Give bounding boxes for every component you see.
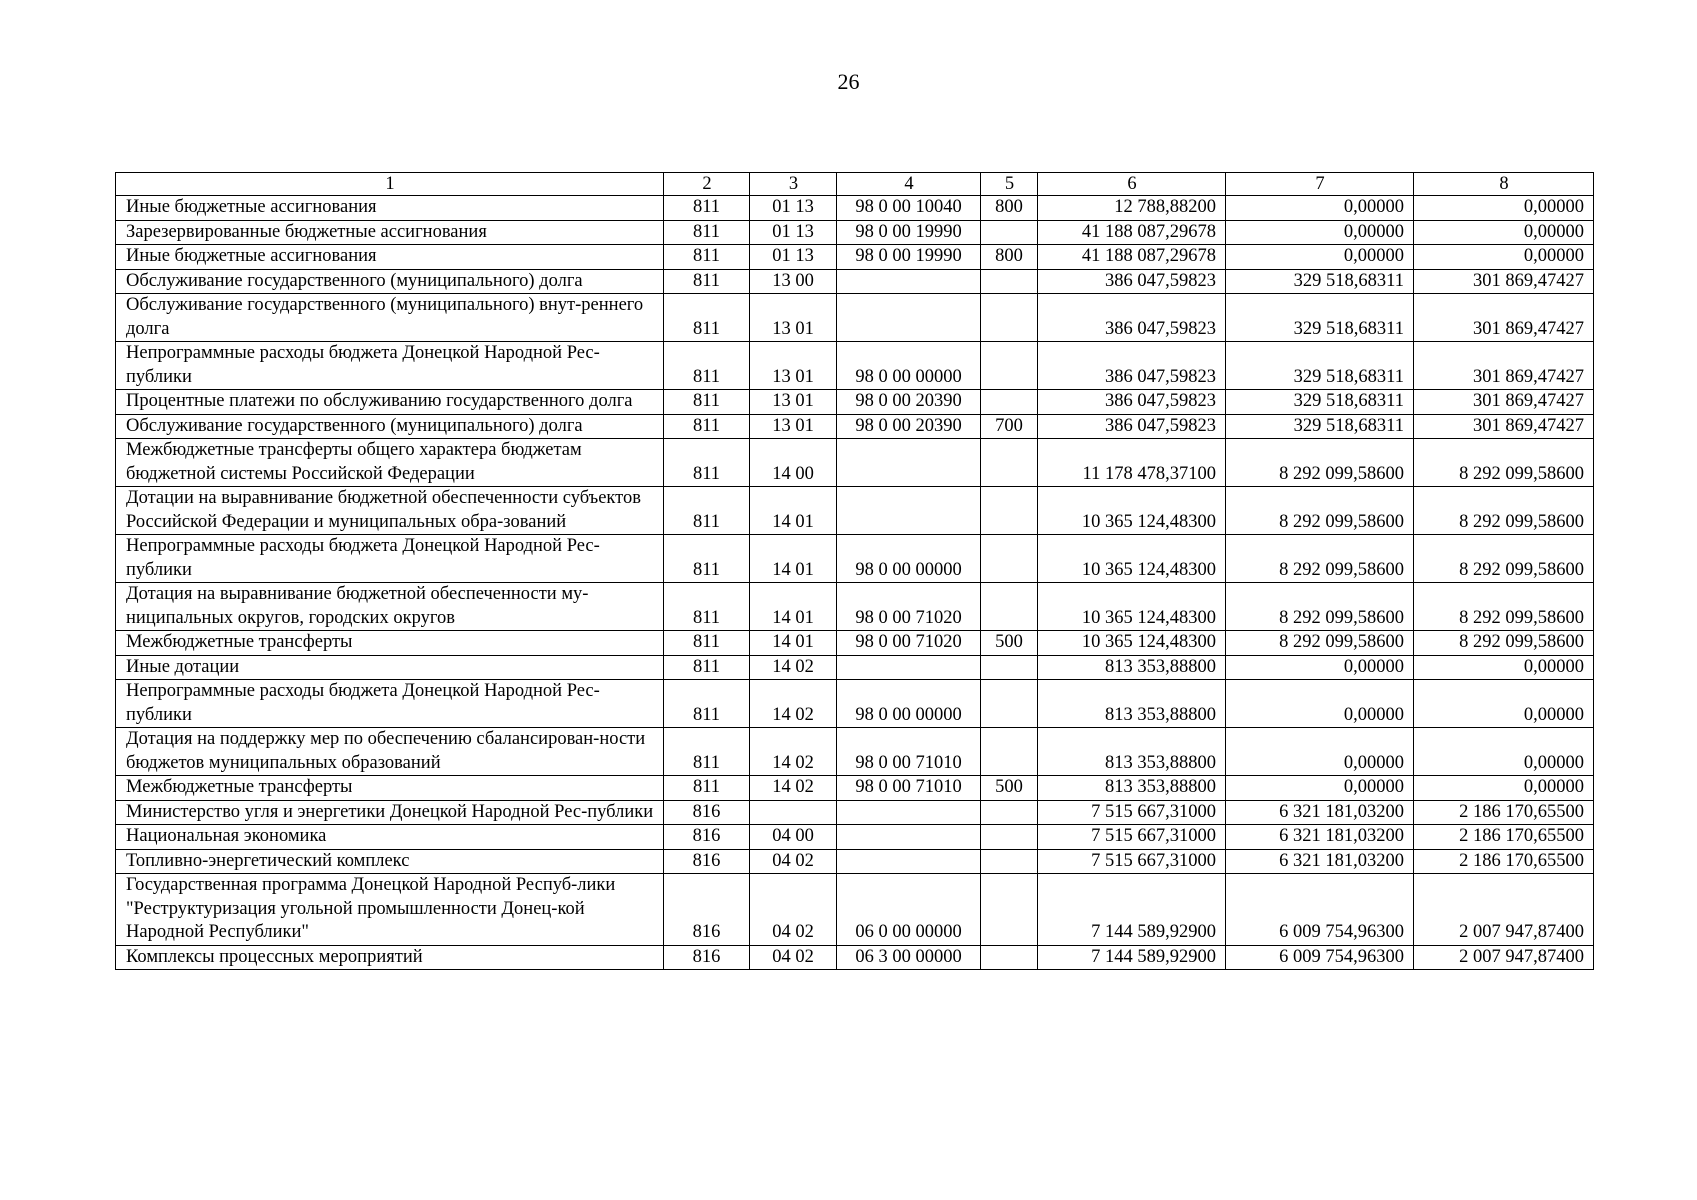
cell-amount-col6: 7 515 667,31000 [1038, 800, 1226, 825]
cell-admin-code: 816 [664, 874, 750, 946]
cell-amount-col6: 7 515 667,31000 [1038, 825, 1226, 850]
cell-admin-code: 811 [664, 342, 750, 390]
cell-expense-type [981, 439, 1038, 487]
cell-target-article: 98 0 00 00000 [837, 535, 981, 583]
cell-amount-col6: 7 515 667,31000 [1038, 849, 1226, 874]
table-row [116, 680, 1594, 728]
cell-amount-col8: 2 007 947,87400 [1414, 945, 1594, 970]
cell-expense-type [981, 535, 1038, 583]
cell-amount-col8: 8 292 099,58600 [1414, 583, 1594, 631]
table-row [116, 874, 1594, 946]
cell-amount-col7: 329 518,68311 [1226, 294, 1414, 342]
cell-amount-col8: 301 869,47427 [1414, 390, 1594, 415]
cell-name: Непрограммные расходы бюджета Донецкой Народной Рес-публики [116, 535, 664, 583]
cell-expense-type [981, 945, 1038, 970]
cell-target-article: 98 0 00 71020 [837, 631, 981, 656]
cell-amount-col6: 386 047,59823 [1038, 390, 1226, 415]
cell-admin-code: 811 [664, 680, 750, 728]
cell-amount-col7: 8 292 099,58600 [1226, 631, 1414, 656]
cell-section: 13 01 [750, 294, 837, 342]
cell-amount-col8: 301 869,47427 [1414, 269, 1594, 294]
cell-name: Процентные платежи по обслуживанию государственного долга [116, 390, 664, 415]
cell-expense-type: 700 [981, 414, 1038, 439]
cell-expense-type [981, 269, 1038, 294]
cell-amount-col8: 8 292 099,58600 [1414, 535, 1594, 583]
cell-amount-col7: 329 518,68311 [1226, 269, 1414, 294]
table-row [116, 583, 1594, 631]
cell-amount-col8: 8 292 099,58600 [1414, 631, 1594, 656]
cell-amount-col8: 8 292 099,58600 [1414, 487, 1594, 535]
cell-admin-code: 811 [664, 776, 750, 801]
cell-amount-col6: 386 047,59823 [1038, 342, 1226, 390]
table-row [116, 439, 1594, 487]
cell-amount-col7: 329 518,68311 [1226, 414, 1414, 439]
cell-expense-type [981, 800, 1038, 825]
cell-amount-col6: 813 353,88800 [1038, 776, 1226, 801]
cell-section: 14 00 [750, 439, 837, 487]
cell-name: Топливно-энергетический комплекс [116, 849, 664, 874]
table-body [116, 196, 1594, 970]
cell-section: 14 02 [750, 655, 837, 680]
cell-target-article: 98 0 00 00000 [837, 680, 981, 728]
cell-expense-type [981, 874, 1038, 946]
table-row [116, 535, 1594, 583]
cell-admin-code: 811 [664, 196, 750, 221]
cell-amount-col8: 0,00000 [1414, 196, 1594, 221]
cell-admin-code: 811 [664, 414, 750, 439]
cell-amount-col6: 813 353,88800 [1038, 655, 1226, 680]
cell-admin-code: 811 [664, 487, 750, 535]
cell-section: 04 02 [750, 945, 837, 970]
column-header: 6 [1038, 173, 1226, 196]
table-row [116, 945, 1594, 970]
column-header: 7 [1226, 173, 1414, 196]
cell-amount-col8: 0,00000 [1414, 728, 1594, 776]
cell-amount-col7: 0,00000 [1226, 245, 1414, 270]
cell-section: 04 02 [750, 874, 837, 946]
cell-admin-code: 811 [664, 294, 750, 342]
cell-name: Непрограммные расходы бюджета Донецкой Народной Рес-публики [116, 680, 664, 728]
cell-name: Государственная программа Донецкой Народной Респуб-лики "Реструктуризация угольной промышленности Донец-кой Народной Республики" [116, 874, 664, 946]
column-header: 4 [837, 173, 981, 196]
cell-section: 14 01 [750, 487, 837, 535]
table-row [116, 776, 1594, 801]
cell-name: Межбюджетные трансферты [116, 631, 664, 656]
table-row [116, 414, 1594, 439]
cell-amount-col6: 41 188 087,29678 [1038, 245, 1226, 270]
cell-amount-col6: 10 365 124,48300 [1038, 535, 1226, 583]
cell-target-article [837, 655, 981, 680]
cell-section: 13 01 [750, 414, 837, 439]
cell-target-article: 98 0 00 00000 [837, 342, 981, 390]
cell-admin-code: 811 [664, 439, 750, 487]
cell-expense-type: 800 [981, 196, 1038, 221]
cell-amount-col6: 386 047,59823 [1038, 269, 1226, 294]
cell-section: 14 01 [750, 583, 837, 631]
cell-name: Министерство угля и энергетики Донецкой Народной Рес-публики [116, 800, 664, 825]
table-row [116, 220, 1594, 245]
cell-admin-code: 816 [664, 945, 750, 970]
cell-target-article: 98 0 00 19990 [837, 220, 981, 245]
cell-target-article [837, 825, 981, 850]
cell-amount-col7: 6 321 181,03200 [1226, 825, 1414, 850]
cell-target-article: 06 0 00 00000 [837, 874, 981, 946]
table-row [116, 342, 1594, 390]
cell-name: Комплексы процессных мероприятий [116, 945, 664, 970]
cell-target-article: 98 0 00 71010 [837, 776, 981, 801]
cell-amount-col6: 813 353,88800 [1038, 728, 1226, 776]
cell-amount-col7: 6 321 181,03200 [1226, 849, 1414, 874]
cell-name: Зарезервированные бюджетные ассигнования [116, 220, 664, 245]
cell-admin-code: 811 [664, 220, 750, 245]
cell-name: Непрограммные расходы бюджета Донецкой Народной Рес-публики [116, 342, 664, 390]
cell-target-article [837, 849, 981, 874]
cell-amount-col7: 0,00000 [1226, 655, 1414, 680]
cell-section: 01 13 [750, 196, 837, 221]
cell-target-article: 98 0 00 20390 [837, 414, 981, 439]
cell-amount-col8: 0,00000 [1414, 220, 1594, 245]
cell-amount-col7: 329 518,68311 [1226, 342, 1414, 390]
cell-expense-type [981, 342, 1038, 390]
table-row [116, 487, 1594, 535]
cell-admin-code: 816 [664, 800, 750, 825]
cell-expense-type: 800 [981, 245, 1038, 270]
column-header: 8 [1414, 173, 1594, 196]
cell-name: Дотация на выравнивание бюджетной обеспеченности му-ниципальных округов, городских округов [116, 583, 664, 631]
cell-admin-code: 816 [664, 825, 750, 850]
table-row [116, 849, 1594, 874]
table-row [116, 825, 1594, 850]
column-header: 3 [750, 173, 837, 196]
cell-section: 14 02 [750, 776, 837, 801]
cell-section [750, 800, 837, 825]
cell-amount-col7: 6 009 754,96300 [1226, 945, 1414, 970]
cell-section: 04 00 [750, 825, 837, 850]
cell-target-article: 06 3 00 00000 [837, 945, 981, 970]
cell-admin-code: 811 [664, 390, 750, 415]
cell-amount-col6: 41 188 087,29678 [1038, 220, 1226, 245]
column-header: 2 [664, 173, 750, 196]
cell-name: Межбюджетные трансферты [116, 776, 664, 801]
cell-admin-code: 816 [664, 849, 750, 874]
cell-section: 01 13 [750, 245, 837, 270]
cell-name: Иные бюджетные ассигнования [116, 196, 664, 221]
table-row [116, 390, 1594, 415]
table-header-row [116, 173, 1594, 196]
cell-amount-col8: 8 292 099,58600 [1414, 439, 1594, 487]
cell-admin-code: 811 [664, 245, 750, 270]
table-row [116, 245, 1594, 270]
cell-section: 14 02 [750, 680, 837, 728]
cell-amount-col8: 301 869,47427 [1414, 342, 1594, 390]
cell-amount-col7: 329 518,68311 [1226, 390, 1414, 415]
cell-amount-col7: 0,00000 [1226, 196, 1414, 221]
cell-target-article [837, 439, 981, 487]
cell-amount-col7: 6 321 181,03200 [1226, 800, 1414, 825]
cell-target-article [837, 487, 981, 535]
cell-expense-type [981, 728, 1038, 776]
cell-section: 14 02 [750, 728, 837, 776]
table-row [116, 728, 1594, 776]
cell-amount-col6: 7 144 589,92900 [1038, 874, 1226, 946]
cell-expense-type [981, 655, 1038, 680]
cell-amount-col7: 0,00000 [1226, 220, 1414, 245]
cell-admin-code: 811 [664, 583, 750, 631]
column-header: 1 [116, 173, 664, 196]
cell-target-article [837, 800, 981, 825]
table-row [116, 269, 1594, 294]
cell-amount-col8: 2 186 170,65500 [1414, 849, 1594, 874]
cell-amount-col7: 8 292 099,58600 [1226, 535, 1414, 583]
cell-amount-col6: 7 144 589,92900 [1038, 945, 1226, 970]
cell-amount-col6: 12 788,88200 [1038, 196, 1226, 221]
column-header: 5 [981, 173, 1038, 196]
cell-amount-col8: 2 007 947,87400 [1414, 874, 1594, 946]
cell-amount-col6: 386 047,59823 [1038, 414, 1226, 439]
table-row [116, 800, 1594, 825]
cell-admin-code: 811 [664, 269, 750, 294]
cell-name: Обслуживание государственного (муниципального) внут-реннего долга [116, 294, 664, 342]
cell-name: Дотация на поддержку мер по обеспечению сбалансирован-ности бюджетов муниципальных образований [116, 728, 664, 776]
cell-amount-col7: 6 009 754,96300 [1226, 874, 1414, 946]
cell-section: 14 01 [750, 535, 837, 583]
cell-name: Иные бюджетные ассигнования [116, 245, 664, 270]
cell-name: Национальная экономика [116, 825, 664, 850]
cell-amount-col8: 0,00000 [1414, 655, 1594, 680]
cell-expense-type [981, 583, 1038, 631]
cell-target-article: 98 0 00 20390 [837, 390, 981, 415]
cell-target-article: 98 0 00 10040 [837, 196, 981, 221]
cell-expense-type [981, 390, 1038, 415]
cell-amount-col8: 2 186 170,65500 [1414, 800, 1594, 825]
cell-expense-type: 500 [981, 631, 1038, 656]
cell-amount-col6: 10 365 124,48300 [1038, 631, 1226, 656]
cell-amount-col8: 0,00000 [1414, 776, 1594, 801]
cell-expense-type [981, 487, 1038, 535]
cell-name: Обслуживание государственного (муниципального) долга [116, 414, 664, 439]
cell-amount-col6: 386 047,59823 [1038, 294, 1226, 342]
cell-admin-code: 811 [664, 655, 750, 680]
cell-target-article [837, 269, 981, 294]
cell-amount-col8: 0,00000 [1414, 245, 1594, 270]
cell-section: 13 00 [750, 269, 837, 294]
cell-expense-type [981, 825, 1038, 850]
cell-section: 14 01 [750, 631, 837, 656]
cell-amount-col8: 2 186 170,65500 [1414, 825, 1594, 850]
cell-amount-col6: 10 365 124,48300 [1038, 583, 1226, 631]
cell-expense-type [981, 294, 1038, 342]
page-number: 26 [837, 69, 860, 94]
cell-amount-col7: 0,00000 [1226, 728, 1414, 776]
cell-amount-col8: 301 869,47427 [1414, 414, 1594, 439]
table-row [116, 631, 1594, 656]
cell-amount-col6: 813 353,88800 [1038, 680, 1226, 728]
table-row [116, 196, 1594, 221]
cell-expense-type [981, 849, 1038, 874]
cell-admin-code: 811 [664, 631, 750, 656]
table-row [116, 294, 1594, 342]
cell-name: Дотации на выравнивание бюджетной обеспеченности субъектов Российской Федерации и муниципальных обра-зований [116, 487, 664, 535]
cell-section: 04 02 [750, 849, 837, 874]
cell-amount-col7: 0,00000 [1226, 776, 1414, 801]
cell-amount-col6: 11 178 478,37100 [1038, 439, 1226, 487]
cell-admin-code: 811 [664, 728, 750, 776]
cell-name: Межбюджетные трансферты общего характера бюджетам бюджетной системы Российской Федерации [116, 439, 664, 487]
cell-expense-type [981, 680, 1038, 728]
table-row [116, 655, 1594, 680]
budget-table [115, 172, 1594, 970]
cell-amount-col6: 10 365 124,48300 [1038, 487, 1226, 535]
cell-amount-col8: 301 869,47427 [1414, 294, 1594, 342]
cell-name: Иные дотации [116, 655, 664, 680]
cell-amount-col8: 0,00000 [1414, 680, 1594, 728]
cell-amount-col7: 8 292 099,58600 [1226, 487, 1414, 535]
cell-section: 01 13 [750, 220, 837, 245]
cell-name: Обслуживание государственного (муниципального) долга [116, 269, 664, 294]
cell-section: 13 01 [750, 342, 837, 390]
cell-amount-col7: 8 292 099,58600 [1226, 439, 1414, 487]
cell-amount-col7: 8 292 099,58600 [1226, 583, 1414, 631]
cell-amount-col7: 0,00000 [1226, 680, 1414, 728]
cell-expense-type: 500 [981, 776, 1038, 801]
cell-target-article: 98 0 00 71020 [837, 583, 981, 631]
cell-target-article: 98 0 00 71010 [837, 728, 981, 776]
cell-target-article [837, 294, 981, 342]
cell-section: 13 01 [750, 390, 837, 415]
cell-expense-type [981, 220, 1038, 245]
cell-target-article: 98 0 00 19990 [837, 245, 981, 270]
cell-admin-code: 811 [664, 535, 750, 583]
